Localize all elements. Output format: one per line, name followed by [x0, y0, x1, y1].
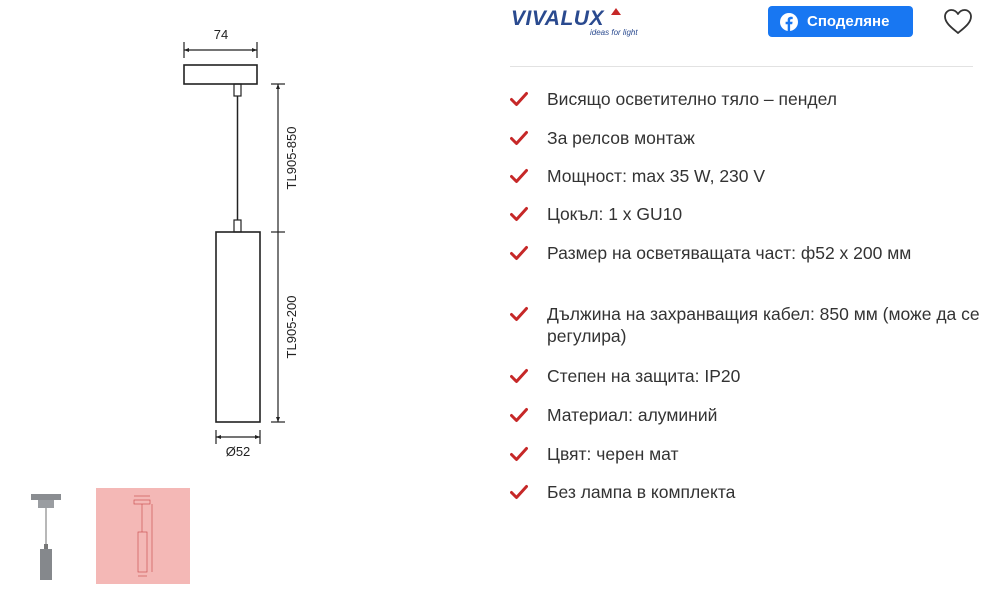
feature-text: Цокъл: 1 x GU10 [547, 204, 683, 224]
diameter-label: Ø52 [225, 444, 251, 459]
feature-item [510, 242, 987, 264]
feature-item [510, 88, 994, 110]
feature-text: Размер на осветяващата част: ф52 x 200 мм [547, 243, 912, 263]
feature-item [510, 443, 994, 465]
feature-text: Дължина на захранващия кабел: 850 мм (може да се регулира) [547, 304, 980, 346]
feature-text: За релсов монтаж [547, 128, 695, 148]
pendant-photo-icon [0, 488, 94, 584]
body-length-label: TL905-200 [284, 295, 299, 359]
drawing-thumb-icon [96, 488, 190, 584]
cable-connector-bottom [234, 220, 241, 232]
feature-item [510, 127, 994, 149]
track-adapter [184, 65, 257, 84]
share-label: Споделяне [807, 13, 890, 30]
feature-item [510, 203, 994, 225]
dimension-drawing [150, 20, 350, 460]
check-icon [510, 368, 528, 384]
check-icon [510, 306, 528, 322]
feature-text: Материал: алуминий [547, 405, 718, 425]
feature-item [510, 481, 994, 503]
check-icon [510, 130, 528, 146]
thumbnail-product-photo[interactable] [0, 488, 94, 584]
check-icon [510, 168, 528, 184]
favorite-button[interactable] [942, 6, 974, 38]
logo-accent-icon [611, 8, 621, 15]
feature-item [510, 165, 994, 187]
check-icon [510, 245, 528, 261]
feature-text: Без лампа в комплекта [547, 482, 736, 502]
feature-text: Цвят: черен мат [547, 444, 679, 464]
header-divider [510, 66, 973, 67]
thumbnail-technical-drawing[interactable] [96, 488, 190, 584]
lamp-body [216, 232, 260, 422]
brand-name: VIVALUX [511, 7, 604, 30]
check-icon [510, 91, 528, 107]
cable-connector-top [234, 84, 241, 96]
feature-text: Висящо осветително тяло – пендел [547, 89, 837, 109]
technical-drawing [150, 20, 350, 460]
heart-icon [942, 6, 974, 38]
width-label: 74 [213, 27, 229, 42]
brand-logo-icon [510, 6, 665, 38]
vivalux-logo[interactable] [510, 6, 665, 38]
cable-length-label: TL905-850 [284, 126, 299, 190]
feature-item [510, 365, 994, 387]
check-icon [510, 206, 528, 222]
facebook-share-button[interactable] [768, 6, 913, 37]
feature-item [510, 303, 994, 347]
feature-text: Степен на защита: IP20 [547, 366, 741, 386]
feature-text: Мощност: max 35 W, 230 V [547, 166, 766, 186]
brand-tagline: ideas for light [590, 28, 638, 37]
check-icon [510, 407, 528, 423]
facebook-icon [780, 13, 798, 31]
check-icon [510, 446, 528, 462]
feature-item [510, 404, 994, 426]
check-icon [510, 484, 528, 500]
product-details [510, 0, 980, 602]
